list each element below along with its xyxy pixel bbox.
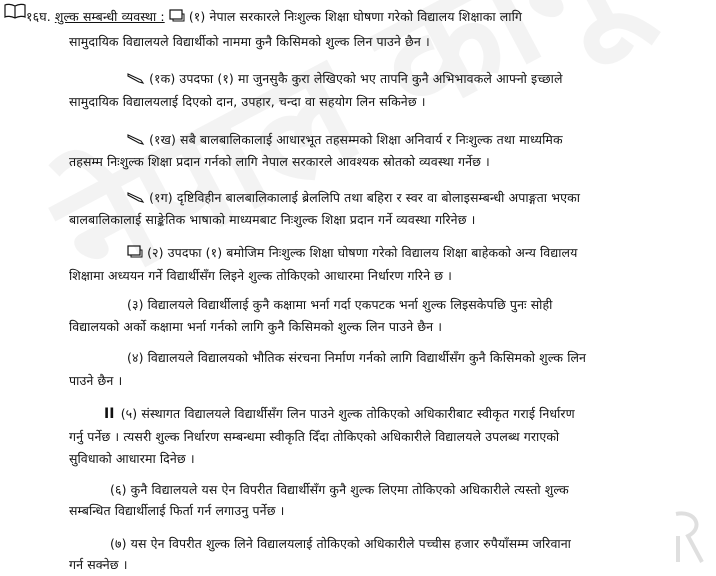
para-1ga-line-2: बालबालिकालाई साङ्केतिक भाषाको माध्यमबाट निःशुल्क शिक्षा प्रदान गर्ने व्यवस्था गरिनेछ । [69, 212, 476, 227]
para-1kha-text: (१ख) सबै बालबालिकालाई आधारभूत तहसम्मको शिक्षा अनिवार्य र निःशुल्क तथा माध्यमिक [149, 132, 563, 147]
para-5-line-3: सुविधाको आधारमा दिनेछ । [69, 451, 195, 466]
para-1-line-1: (१) नेपाल सरकारले निःशुल्क शिक्षा घोषणा गरेको विद्यालय शिक्षाका लागि [188, 9, 522, 24]
section-heading-line [26, 8, 522, 27]
para-4-line-2: पाउने छैन । [69, 373, 123, 388]
book-icon [4, 3, 26, 23]
para-5-text: (५) संस्थागत विद्यालयले विद्यार्थीसँग लिन पाउने शुल्क तोकिएको अधिकारीबाट स्वीकृत गराई निर्धारण [120, 406, 575, 421]
para-1kha-line-1 [127, 131, 563, 150]
para-1ka-line-2: सामुदायिक विद्यालयलाई दिएको दान, उपहार, चन्दा वा सहयोग लिन सकिनेछ । [69, 94, 426, 109]
para-5-line-1 [104, 405, 575, 423]
para-1-line-2: सामुदायिक विद्यालयले विद्यार्थीको नाममा कुनै किसिमको शुल्क लिन पाउने छैन । [69, 34, 430, 49]
para-1kha-line-2: तहसम्म निःशुल्क शिक्षा प्रदान गर्नको लागि नेपाल सरकारले आवश्यक स्रोतको व्यवस्था गर्नेछ । [69, 154, 490, 169]
section-title: शुल्क सम्बन्धी व्यवस्था : [54, 9, 165, 24]
pencil-icon [127, 132, 145, 150]
para-1ka-line-1 [127, 70, 563, 89]
para-2-line-2: शिक्षामा अध्ययन गर्ने विद्यार्थीसँग लिइने शुल्क तोकिएको आधारमा निर्धारण गरिने छ । [69, 268, 453, 283]
frame-icon [127, 245, 143, 263]
para-5-line-2: गर्नु पर्नेछ । त्यसरी शुल्क निर्धारण सम्बन्धमा स्वीकृति दिँदा तोकिएको अधिकारीले विद्यालयले उपलब्ध गराएको [69, 429, 560, 444]
para-3-line-2: विद्यालयको अर्को कक्षामा भर्ना गर्नको लागि कुनै किसिमको शुल्क लिन पाउने छैन । [69, 319, 443, 334]
para-6-line-1: (६) कुनै विद्यालयले यस ऐन विपरीत विद्यार्थीसँग कुनै शुल्क लिएमा तोकिएको अधिकारीले त्यस्तो शुल्क [110, 482, 569, 497]
para-4-line-1: (४) विद्यालयले विद्यालयको भौतिक संरचना निर्माण गर्नको लागि विद्यार्थीसँग कुनै किसिमको शुल्क लिन [127, 350, 587, 365]
para-7-line-2: गर्न सक्नेछ । [69, 557, 128, 572]
para-3-line-1: (३) विद्यालयले विद्यार्थीलाई कुनै कक्षामा भर्ना गर्दा एकपटक भर्ना शुल्क लिइसकेपछि पुनः सोही [127, 297, 553, 312]
para-2-line-1 [127, 244, 577, 263]
pencil-icon [127, 190, 145, 208]
pencil-icon [127, 71, 145, 89]
section-number: १६घ. [26, 9, 51, 24]
para-1ga-line-1 [127, 189, 580, 208]
amendment-marker: II [104, 406, 115, 422]
para-1ga-text: (१ग) दृष्टिविहीन बालबालिकालाई ब्रेललिपि तथा बहिरा र स्वर वा बोलाइसम्बन्धी अपाङ्गता भएका [149, 190, 581, 205]
para-1ka-text: (१क) उपदफा (१) मा जुनसुकै कुरा लेखिएको भए तापनि कुनै अभिभावकले आफ्नो इच्छाले [149, 71, 563, 86]
frame-icon [169, 9, 185, 27]
para-7-line-1: (७) यस ऐन विपरीत शुल्क लिने विद्यालयलाई तोकिएको अधिकारीले पच्चीस हजार रुपैयाँसम्म जरिवाना [110, 536, 572, 551]
para-6-line-2: सम्बन्धित विद्यार्थीलाई फिर्ता गर्न लगाउनु पर्नेछ । [69, 503, 285, 518]
para-2-text: (२) उपदफा (१) बमोजिम निःशुल्क शिक्षा घोषणा गरेको विद्यालय शिक्षा बाहेकको अन्य विद्यालय [147, 245, 578, 260]
